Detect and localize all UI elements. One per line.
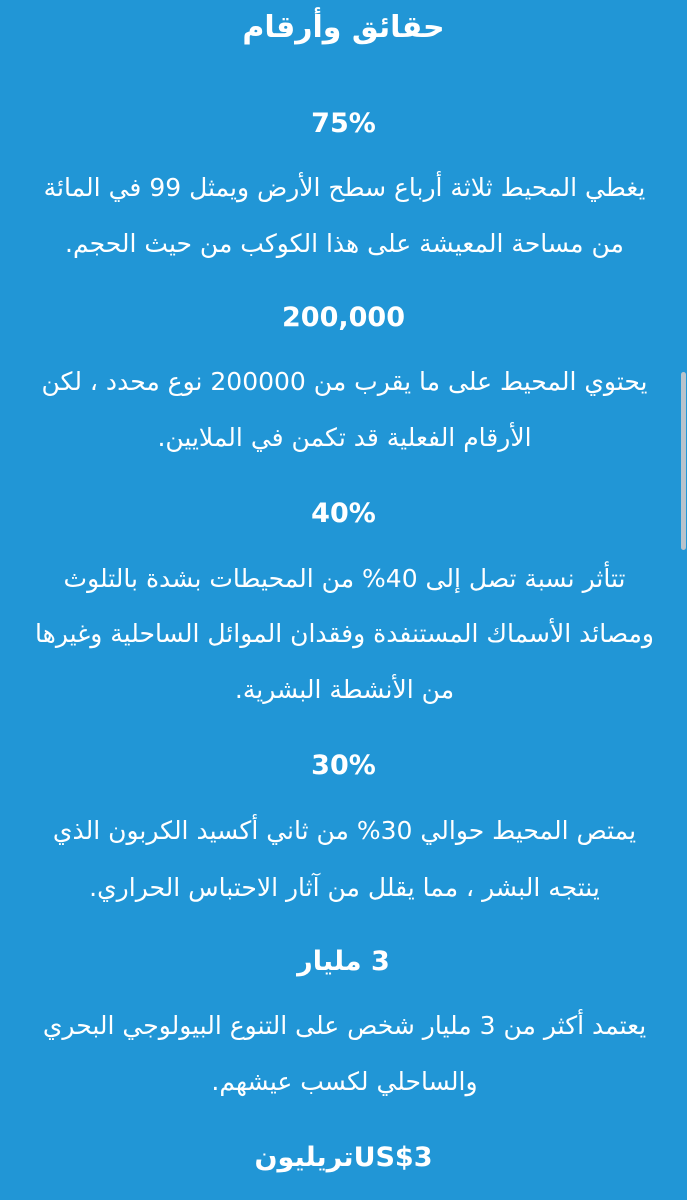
fact-figure-3-billion: 3 مليار — [297, 946, 390, 977]
fact-text-line: من مساحة المعيشة على هذا الكوكب من حيث الحجم. — [65, 229, 624, 258]
fact-text-line: ينتجه البشر ، مما يقلل من آثار الاحتباس الحراري. — [89, 873, 600, 902]
fact-text-line: يغطي المحيط ثلاثة أرباع سطح الأرض ويمثل 99 في المائة — [43, 173, 646, 202]
fact-text-line: ومصائد الأسماك المستنفدة وفقدان الموائل الساحلية وغيرها — [35, 619, 654, 648]
fact-text-line: يحتوي المحيط على ما يقرب من 200000 نوع محدد ، لكن — [41, 367, 648, 396]
fact-text-line: والساحلي لكسب عيشهم. — [211, 1067, 478, 1096]
fact-text-line: تتأثر نسبة تصل إلى 40% من المحيطات بشدة بالتلوث — [63, 564, 626, 593]
fact-text-line: يعتمد أكثر من 3 مليار شخص على التنوع البيولوجي البحري — [42, 1011, 647, 1040]
fact-text-line: الأرقام الفعلية قد تكمن في الملايين. — [157, 423, 532, 452]
page-title: حقائق وأرقام — [242, 10, 445, 45]
fact-text-line: يمتص المحيط حوالي 30% من ثاني أكسيد الكربون الذي — [52, 816, 637, 845]
fact-text-line: من الأنشطة البشرية. — [234, 675, 455, 704]
fact-figure-40-percent: 40% — [311, 498, 376, 529]
fact-figure-3-trillion: US$3تريليون — [254, 1142, 433, 1173]
fact-figure-30-percent: 30% — [311, 750, 376, 781]
scrollbar[interactable] — [681, 372, 686, 550]
fact-figure-200000: 200,000 — [282, 302, 405, 333]
fact-figure-75-percent: 75% — [311, 108, 376, 139]
